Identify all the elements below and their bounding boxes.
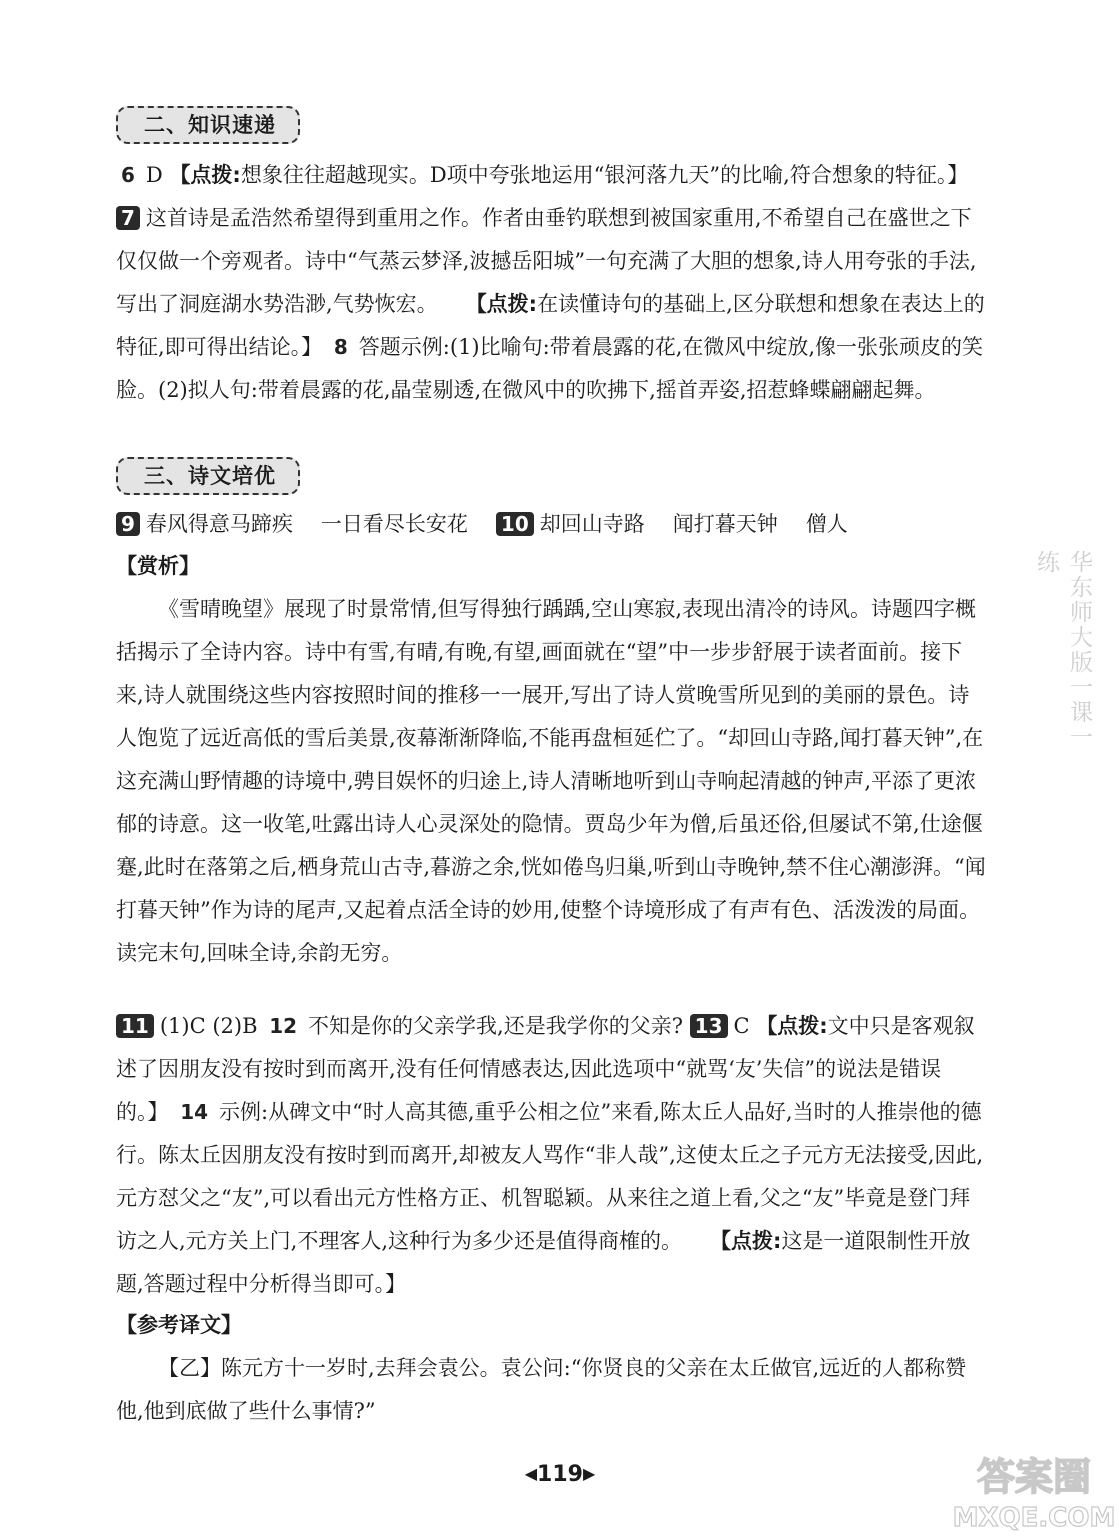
side-series-text: 华东师大版一课一练: [1033, 550, 1092, 750]
appreciation-text: 《雪晴晚望》展现了时景常情,但写得独行踽踽,空山寒寂,表现出清冷的诗风。诗题四字概括揭示了全诗内容。诗中有雪,有晴,有晚,有望,画面就在“望”中一步步舒展于读者面前。接下来,诗人就围绕这些内容按照时间的推移一一展开,写出了诗人赏晚雪所见到的美丽的景色。诗人饱览了远近高低的雪后美景,夜幕渐渐降临,不能再盘桓延伫了。“却回山寺路,闻打暮天钟”,在这充满山野情趣的诗境中,骋目娱怀的归途上,诗人清晰地听到山寺响起清越的钟声,平添了更浓郁的诗意。这一收笔,吐露出诗人心灵深处的隐情。贾岛少年为僧,后虽还俗,但屡试不第,仕途偃蹇,此时在落第之后,栖身荒山古寺,暮游之余,恍如倦鸟归巢,听到山寺晚钟,禁不住心潮澎湃。“闻打暮天钟”作为诗的尾声,又起着点活全诗的妙用,使整个诗境形成了有声有色、活泼泼的局面。读完末句,回味全诗,余韵无穷。: [116, 597, 986, 965]
answer-13: C: [733, 1014, 757, 1038]
answers-6-8: [116, 154, 988, 412]
answer-11: (1)C (2)B: [159, 1014, 258, 1038]
question-number-6: 6: [121, 163, 135, 187]
answer-14: 示例:从碑文中“时人高其德,重乎公相之位”来看,陈太丘人品好,当时的人推崇他的德行。陈太丘因朋友没有按时到而离开,却被友人骂作“非人哉”,这使太丘之子元方无法接受,因此,元方怼父之“友”,可以看出元方性格方正、机智聪颖。从来往之道上看,父之“友”毕竟是登门拜访之人,元方关上门,不理客人,这种行为多少还是值得商榷的。: [116, 1100, 984, 1253]
question-number-14: 14: [180, 1100, 209, 1124]
watermark-top-text: 答案圈: [976, 1455, 1092, 1499]
appreciation-label: 【赏析】: [116, 554, 200, 578]
hint-text-14: 这是一道限制性开放题,答题过程中分析得当即可。】: [116, 1229, 971, 1296]
translation-label: 【参考译文】: [116, 1313, 242, 1337]
question-number-12: 12: [269, 1014, 298, 1038]
hint-label-14: 【点拨:: [710, 1229, 782, 1253]
answers-11-14: [116, 1005, 988, 1306]
answer-8: 答题示例:(1)比喻句:带着晨露的花,在微风中绽放,像一张张顽皮的笑脸。(2)拟人句:带着晨露的花,晶莹剔透,在微风中的吹拂下,摇首弄姿,招惹蜂蝶翩翩起舞。: [116, 335, 984, 402]
answer-9b: 一日看尽长安花: [320, 512, 468, 536]
question-number-7: 7: [116, 206, 140, 230]
watermark-bottom-text: MXQE.COM: [952, 1503, 1116, 1533]
answer-10c: 僧人: [805, 512, 848, 536]
hint-text-7: 在读懂诗句的基础上,区分联想和想象在表达上的特征,即可得出结论。】: [116, 292, 985, 359]
answer-7: 这首诗是孟浩然希望得到重用之作。作者由垂钓联想到被国家重用,不希望自己在盛世之下仅仅做一个旁观者。诗中“气蒸云梦泽,波撼岳阳城”一句充满了大胆的想象,诗人用夸张的手法,写出了洞庭湖水势浩渺,气势恢宏。: [116, 206, 977, 316]
hint-label-13: 【点拨:: [756, 1014, 828, 1038]
section-heading-knowledge: 二、知识速递: [116, 106, 300, 144]
watermark-logo: [950, 1448, 1118, 1534]
translation-text: 【乙】陈元方十一岁时,去拜会袁公。袁公问:“你贤良的父亲在太丘做官,远近的人都称赞他,他到底做了些什么事情?”: [116, 1356, 967, 1423]
answer-6: D: [145, 163, 170, 187]
answer-10b: 闻打暮天钟: [672, 512, 778, 536]
triangle-left-icon: ◀: [524, 1464, 538, 1483]
section-heading-poetry: 三、诗文培优: [116, 457, 300, 495]
question-number-11: 11: [116, 1014, 154, 1038]
triangle-right-icon: ▶: [582, 1464, 596, 1483]
hint-text-6: 想象往往超越现实。D项中夸张地运用“银河落九天”的比喻,符合想象的特征。】: [240, 163, 969, 187]
answer-12: 不知是你的父亲学我,还是我学你的父亲?: [308, 1014, 683, 1038]
question-number-13: 13: [690, 1014, 728, 1038]
page-number-value: 119: [537, 1462, 583, 1487]
question-number-8: 8: [333, 335, 348, 359]
page-number: [500, 1462, 620, 1487]
hint-text-13: 文中只是客观叙述了因朋友没有按时到而离开,没有任何情感表达,因此选项中“就骂‘友’失信”的说法是错误的。】: [116, 1014, 975, 1124]
answer-9a: 春风得意马蹄疾: [145, 512, 293, 536]
answers-9-10: [116, 503, 988, 546]
question-number-10: 10: [496, 512, 534, 536]
hint-label-6: 【点拨:: [169, 163, 241, 187]
hint-label-7: 【点拨:: [465, 292, 538, 316]
answer-10a: 却回山寺路: [539, 512, 645, 536]
question-number-9: 9: [116, 512, 140, 536]
